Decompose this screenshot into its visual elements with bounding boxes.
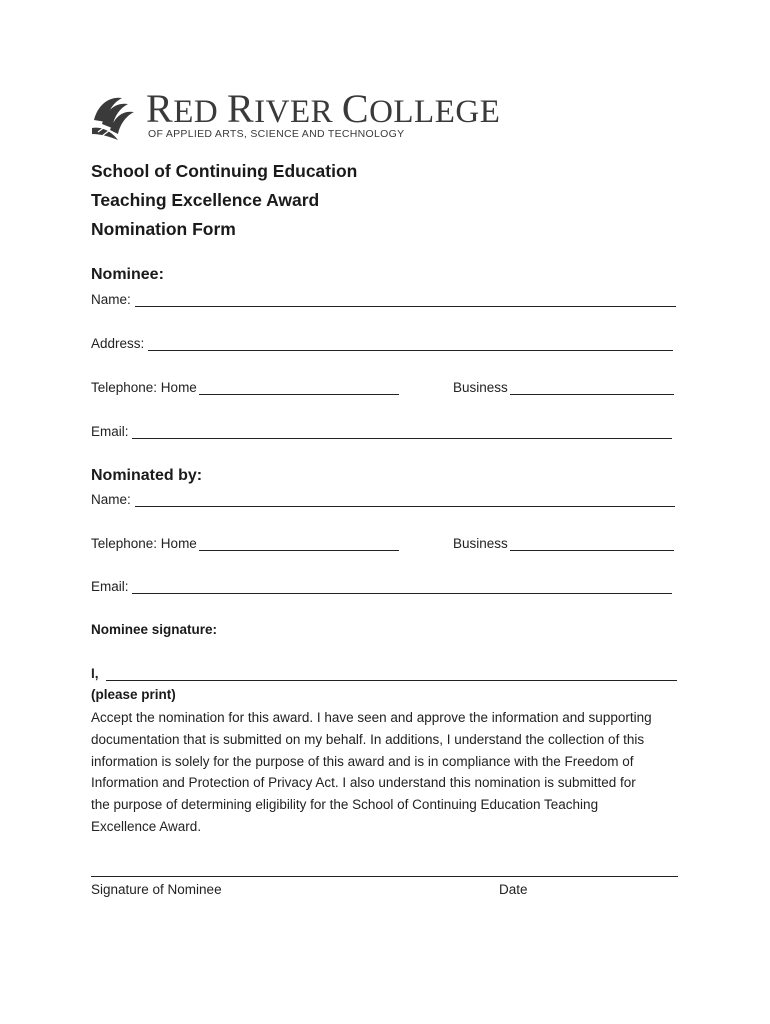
nominee-name-label: Name: [91,292,131,307]
nominator-phone-business-field [453,536,677,556]
i-label: I, [91,666,99,681]
nominee-heading: Nominee: [91,266,164,283]
nominee-business-input[interactable] [513,380,673,396]
nominee-address-input[interactable] [151,336,671,352]
college-tagline: OF APPLIED ARTS, SCIENCE AND TECHNOLOGY [148,128,405,140]
nominee-email-label: Email: [91,424,129,439]
signature-line[interactable] [91,876,678,877]
nominee-address-label: Address: [91,336,145,351]
nominator-phone-home-field [91,536,401,556]
form-title-block [91,157,357,244]
nominator-phone-home-input[interactable] [201,536,397,552]
nominator-business-input[interactable] [513,536,673,552]
consent-line: Excellence Award. [91,818,202,834]
print-name-input[interactable] [109,666,675,682]
nominator-email-field [91,579,681,599]
nominator-email-input[interactable] [135,579,670,595]
nominee-phone-home-input[interactable] [201,380,397,396]
nominator-name-field [91,492,681,512]
nominated-by-heading: Nominated by: [91,467,203,484]
consent-paragraph [91,707,681,838]
please-print-label: (please print) [91,687,176,702]
college-name: RED RIVER COLLEGE [146,86,501,131]
nominee-signature-heading: Nominee signature: [91,622,218,637]
school-title: School of Continuing Education [91,161,358,181]
nominator-phone-home-label: Telephone: Home [91,536,197,551]
nominator-business-label: Business [453,536,508,551]
consent-line: Accept the nomination for this award. I have seen and approve the information and supporting [91,710,652,725]
consent-line: the purpose of determining eligibility for the School of Continuing Education Teaching [91,797,599,813]
nominee-name-input[interactable] [139,292,674,308]
nominator-name-label: Name: [91,492,131,507]
college-emblem-icon [88,90,140,142]
nominee-phone-business-field [453,380,677,400]
consent-line: documentation that is submitted on my behalf. In additions, I understand the collection of this [91,731,645,747]
date-label: Date [499,882,528,897]
nominee-phone-home-label: Telephone: Home [91,380,197,395]
signature-of-nominee-label: Signature of Nominee [91,882,222,897]
consent-line: information is solely for the purpose of this award and is in compliance with the Freedom of [91,753,634,769]
nominee-business-label: Business [453,380,508,395]
form-title: Nomination Form [91,219,236,239]
nominator-email-label: Email: [91,579,129,594]
nominee-address-field [91,336,681,356]
nominee-print-name-field [91,666,681,686]
nominator-name-input[interactable] [139,492,673,508]
nominee-email-field [91,424,681,444]
nominee-email-input[interactable] [135,424,670,440]
college-logo [88,86,501,146]
award-title: Teaching Excellence Award [91,190,320,210]
nominee-name-field [91,292,681,312]
consent-line: Information and Protection of Privacy Act. I also understand this nomination is submitted for [91,775,636,791]
nominee-phone-home-field [91,380,401,400]
